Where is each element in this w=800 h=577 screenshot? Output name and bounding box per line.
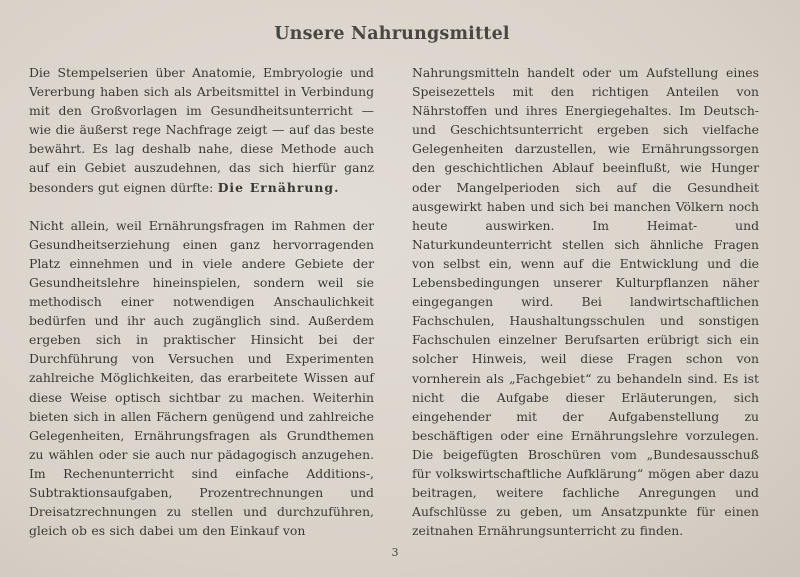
right-column (412, 63, 759, 540)
left-paragraph-1 (29, 63, 374, 197)
page-number: 3 (391, 546, 399, 559)
left-paragraph-1-emphasis: Die Ernährung. (217, 179, 340, 195)
right-paragraph-1: Nahrungsmitteln handelt oder um Aufstellung eines Speisezettels mit den richtigen Anteilen von Nährstoffen und ihres Energiegehaltes. Im Deutsch- und Geschichtsunterricht ergeben sich vielfache Gelegenheiten darzustellen, wie Ernährungssorgen den geschichtlichen Ablauf beeinflußt, wie Hunger oder Mangelperioden sich auf die Gesundheit ausgewirkt haben und sich bei manchen Völkern noch heute auswirken. Im Heimat- und Naturkundeunterricht stellen sich ähnliche Fragen von selbst ein, wenn auf die Entwicklung und die Lebensbedingungen unserer Kulturpflanzen näher eingegangen wird. Bei landwirtschaftlichen Fachschulen, Haushaltungsschulen und sonstigen Fachschulen einzelner Berufsarten erübrigt sich ein solcher Hinweis, weil diese Fragen schon von vornherein als „Fachgebiet“ zu behandeln sind. Es ist nicht die Aufgabe dieser Erläuterungen, sich eingehender mit der Aufgabenstellung zu beschäftigen oder eine Ernährungslehre vorzulegen. Die beigefügten Broschüren vom „Bundesausschuß für volkswirtschaftliche Aufklärung“ mögen aber dazu beitragen, weitere fachliche Anregungen und Aufschlüsse zu geben, um Ansatzpunkte für einen zeitnahen Ernährungsunterricht zu finden. (412, 65, 759, 539)
left-column (29, 63, 374, 540)
page-title: Unsere Nahrungsmittel (274, 24, 510, 44)
left-paragraph-1-text: Die Stempelserien über Anatomie, Embryologie und Vererbung haben sich als Arbeitsmittel in Verbindung mit den Großvorlagen im Gesundheitsunterricht — wie die äußerst rege Nachfrage zeigt — auf das beste bewährt. Es lag deshalb nahe, diese Methode auch auf ein Gebiet auszudehnen, das sich hierfür ganz besonders gut eignen dürfte: (29, 65, 374, 195)
left-paragraph-2: Nicht allein, weil Ernährungsfragen im Rahmen der Gesundheitserziehung einen ganz hervorragenden Platz einnehmen und in viele andere Gebiete der Gesundheitslehre hineinspielen, sondern weil sie methodisch einer notwendigen Anschaulichkeit bedürfen und ihr auch zugänglich sind. Außerdem ergeben sich in praktischer Hinsicht bei der Durchführung von Versuchen und Experimenten zahlreiche Möglichkeiten, das erarbeitete Wissen auf diese Weise optisch sichtbar zu machen. Weiterhin bieten sich in allen Fächern genügend und zahlreiche Gelegenheiten, Ernährungsfragen als Grundthemen zu wählen oder sie auch nur pädagogisch anzugehen. Im Rechenunterricht sind einfache Additions-, Subtraktionsaufgaben, Prozentrechnungen und Dreisatzrechnungen zu stellen und durchzuführen, gleich ob es sich dabei um den Einkauf von (29, 217, 374, 539)
